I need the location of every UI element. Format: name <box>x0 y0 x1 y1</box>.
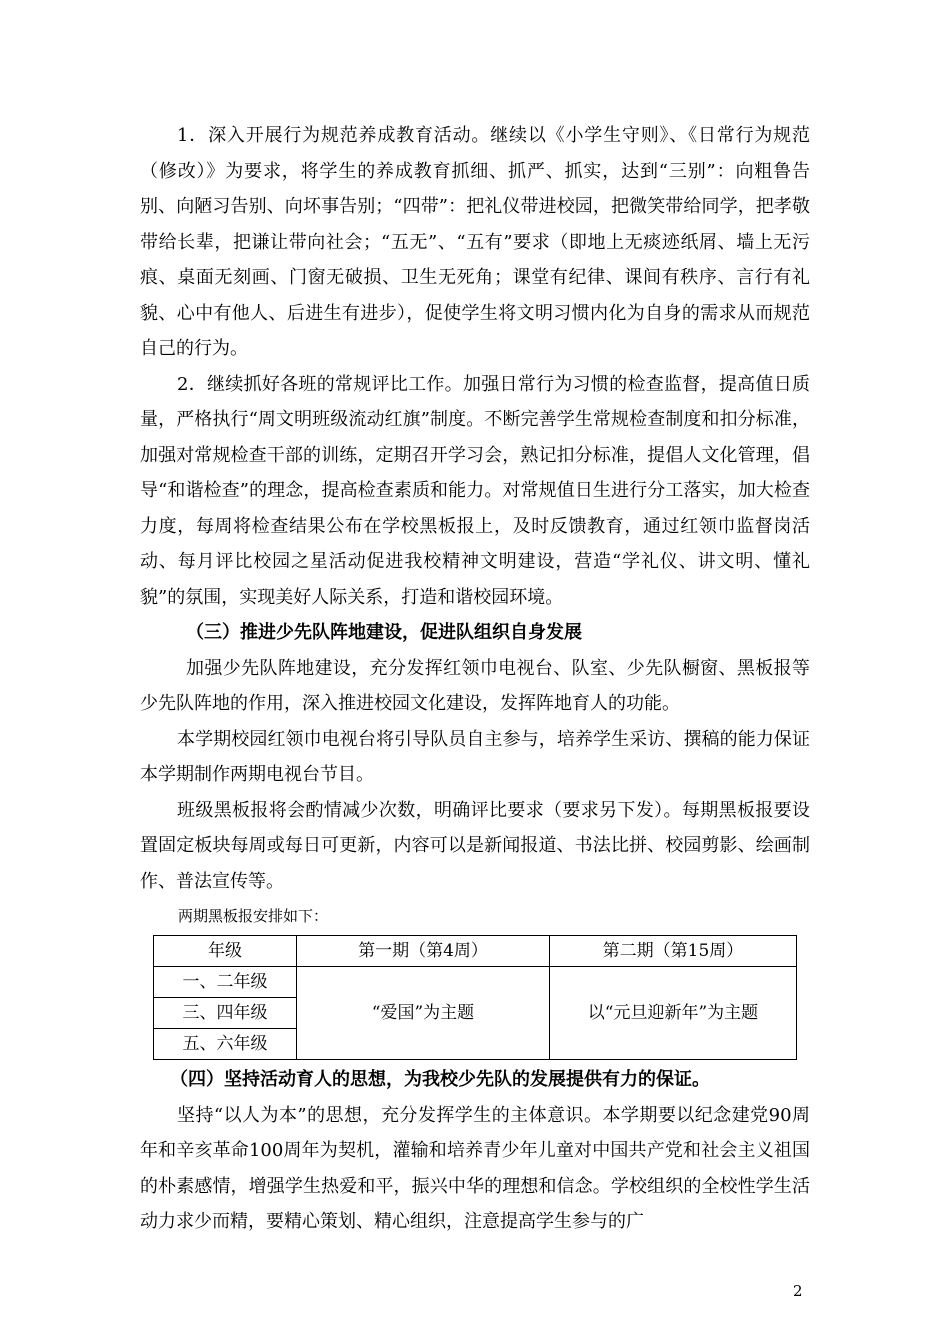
paragraph-blackboard: 班级黑板报将会酌情减少次数，明确评比要求（要求另下发）。每期黑板报要设置固定板块每周或每日可更新，内容可以是新闻报道、书法比拼、校园剪影、绘画制作、普法宣传等。 <box>140 799 810 892</box>
page-number: 2 <box>793 1282 803 1300</box>
paragraph-behavior-norms: 1．深入开展行为规范养成教育活动。继续以《小学生守则》、《日常行为规范（修改）》为要求，将学生的养成教育抓细、抓严、抓实，达到“三别”：向粗鲁告别、向陋习告别、向坏事告别；“四带”：把礼仪带进校园，把微笑带给同学，把孝敬带给长辈，把谦让带向社会；“五无”、“五有”要求（即地上无痰迹纸屑、墙上无污痕、桌面无刻画、门窗无破损、卫生无死角；课堂有纪律、课间有秩序、言行有礼貌、心中有他人、后进生有进步），促使学生将文明习惯内化为自身的需求从而规范自己的行为。 <box>140 125 810 359</box>
table-caption: 两期黑板报安排如下： <box>178 907 329 925</box>
table-header-period1: 第一期（第4周） <box>297 936 550 967</box>
table-row <box>154 967 797 998</box>
table-header-grade: 年级 <box>154 936 297 967</box>
paragraph-position-building: 加强少先队阵地建设，充分发挥红领巾电视台、队室、少先队橱窗、黑板报等少先队阵地的作用，深入推进校园文化建设，发挥阵地育人的功能。 <box>140 657 810 714</box>
section-heading-4: （四）坚持活动育人的思想，为我校少先队的发展提供有力的保证。 <box>170 1069 710 1090</box>
table-cell-grade: 三、四年级 <box>154 998 297 1029</box>
paragraph-activity-education: 坚持“以人为本”的思想，充分发挥学生的主体意识。本学期要以纪念建党90周年和辛亥革命100周年为契机，灌输和培养青少年儿童对中国共产党和社会主义祖国的朴素感情，增强学生热爱和平，振兴中华的理想和信念。学校组织的全校性学生活动力求少而精，要精心策划、精心组织，注意提高学生参与的广 <box>140 1104 810 1232</box>
table-cell-period2-theme: 以“元旦迎新年”为主题 <box>550 967 797 1060</box>
section-heading-3: （三）推进少先队阵地建设，促进队组织自身发展 <box>186 622 582 643</box>
blackboard-schedule-table <box>153 935 797 1060</box>
page-content <box>140 118 810 1240</box>
table-cell-grade: 一、二年级 <box>154 967 297 998</box>
table-cell-period1-theme: “爱国”为主题 <box>297 967 550 1060</box>
table-cell-grade: 五、六年级 <box>154 1029 297 1060</box>
paragraph-tv-station: 本学期校园红领巾电视台将引导队员自主参与，培养学生采访、撰稿的能力保证本学期制作两期电视台节目。 <box>140 728 810 785</box>
paragraph-class-evaluation: 2．继续抓好各班的常规评比工作。加强日常行为习惯的检查监督，提高值日质量，严格执行“周文明班级流动红旗”制度。不断完善学生常规检查制度和扣分标准，加强对常规检查干部的训练，定期召开学习会，熟记扣分标准，提倡人文化管理，倡导“和谐检查”的理念，提高检查素质和能力。对常规值日生进行分工落实，加大检查力度，每周将检查结果公布在学校黑板报上，及时反馈教育，通过红领巾监督岗活动、每月评比校园之星活动促进我校精神文明建设，营造“学礼仪、讲文明、懂礼貌”的氛围，实现美好人际关系，打造和谐校园环境。 <box>140 373 810 608</box>
table-header-period2: 第二期（第15周） <box>550 936 797 967</box>
table-header-row <box>154 936 797 967</box>
